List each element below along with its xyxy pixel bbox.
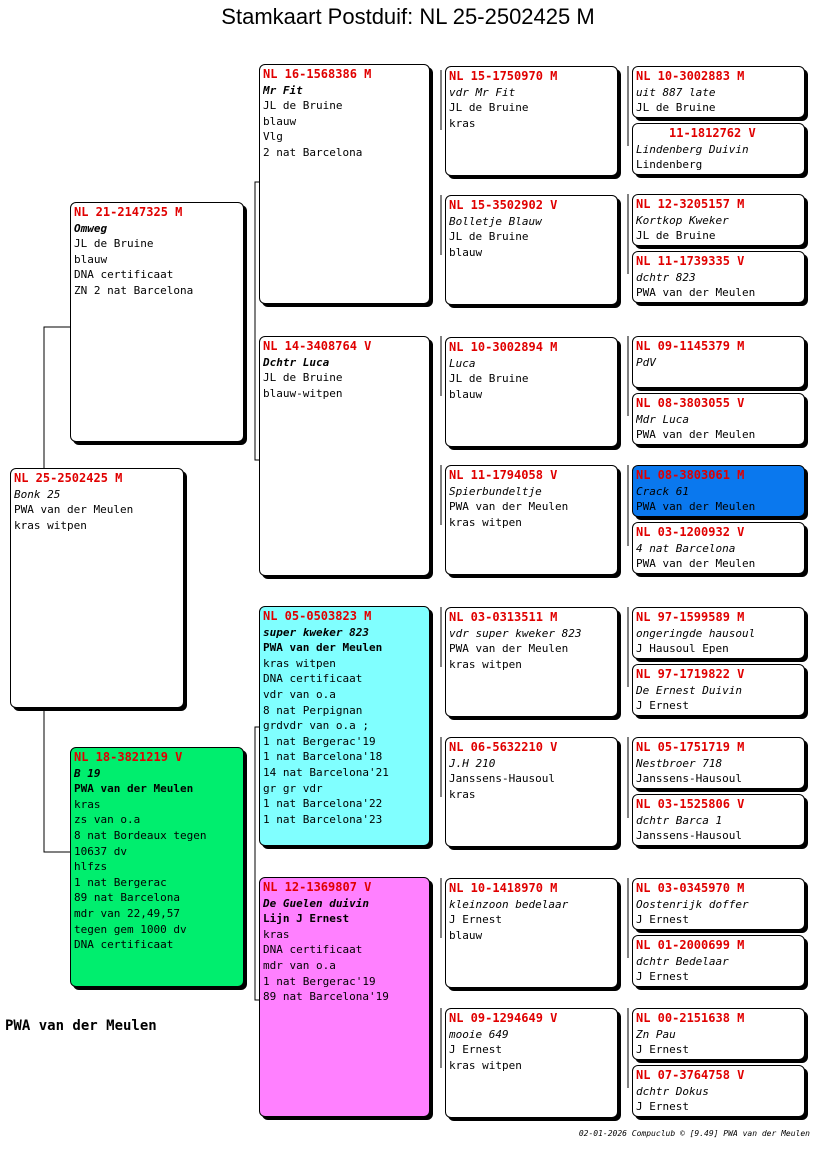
pigeon-card-sire-dam[interactable]: [259, 336, 430, 576]
card-line: PWA van der Meulen: [74, 782, 194, 796]
footer-text: 02-01-2026 Compuclub © [9.49] PWA van der Meulen: [578, 1129, 810, 1138]
pigeon-card-g6[interactable]: [632, 393, 805, 445]
card-line: 2 nat Barcelona: [263, 145, 363, 159]
pigeon-name: super kweker 823: [263, 625, 369, 639]
ring-number: NL 15-1750970 M: [449, 69, 558, 83]
card-line: J Ernest: [449, 913, 502, 927]
pigeon-card-g5[interactable]: [632, 336, 805, 388]
ring-number: NL 14-3408764 V: [263, 339, 372, 353]
card-line: ZN 2 nat Barcelona: [74, 283, 194, 297]
page-title: Stamkaart Postduif: NL 25-2502425 M: [221, 4, 595, 29]
card-line: 1 nat Barcelona'23: [263, 812, 383, 826]
pigeon-card-g16[interactable]: [632, 1065, 805, 1117]
ring-number: NL 03-1200932 V: [636, 525, 745, 539]
card-line: 1 nat Bergerac'19: [263, 974, 376, 988]
card-line: 1 nat Bergerac: [74, 875, 167, 889]
card-line: mdr van 22,49,57: [74, 906, 180, 920]
card-line: JL de Bruine: [449, 230, 529, 244]
card-line: blauw: [74, 252, 108, 266]
card-line: DNA certificaat: [74, 938, 174, 952]
card-line: DNA certificaat: [263, 943, 363, 957]
ring-number: NL 16-1568386 M: [263, 67, 372, 81]
ring-number: NL 09-1145379 M: [636, 339, 745, 353]
card-line: PWA van der Meulen: [636, 428, 756, 442]
card-line: PWA van der Meulen: [263, 641, 383, 655]
card-line: PWA van der Meulen: [636, 500, 756, 514]
pigeon-name: mooie 649: [449, 1027, 509, 1041]
card-line: Lijn J Ernest: [263, 912, 350, 926]
pigeon-name: Crack 61: [636, 484, 689, 498]
pigeon-card-proband[interactable]: [10, 468, 184, 708]
pigeon-name: Luca: [449, 356, 476, 370]
card-line: kras witpen: [449, 657, 522, 671]
pigeon-card-g13[interactable]: [632, 878, 805, 930]
card-line: kras witpen: [263, 656, 336, 670]
card-line: J Ernest: [636, 1043, 689, 1057]
pigeon-name: dchtr Dokus: [636, 1084, 709, 1098]
card-line: kras witpen: [449, 1058, 522, 1072]
pigeon-name: Bolletje Blauw: [449, 214, 542, 228]
pigeon-card-dam-sire[interactable]: [259, 606, 430, 846]
ring-number: NL 10-3002883 M: [636, 69, 745, 83]
pigeon-card-sire-sire[interactable]: [259, 64, 430, 304]
ring-number: NL 05-0503823 M: [263, 609, 372, 623]
pigeon-card-g9[interactable]: [632, 607, 805, 659]
ring-number: NL 08-3803061 M: [636, 468, 745, 482]
card-line: PWA van der Meulen: [14, 503, 134, 517]
card-line: gr gr vdr: [263, 781, 323, 795]
pigeon-name: PdV: [636, 355, 656, 369]
pigeon-card-g8[interactable]: [632, 522, 805, 574]
card-line: PWA van der Meulen: [449, 500, 569, 514]
card-line: J Ernest: [636, 913, 689, 927]
pigeon-card-dam-dam[interactable]: [259, 877, 430, 1117]
ring-number: NL 03-1525806 V: [636, 797, 745, 811]
card-line: J Ernest: [449, 1043, 502, 1057]
ring-number: NL 10-1418970 M: [449, 881, 558, 895]
pigeon-card-sds[interactable]: [445, 337, 618, 447]
card-line: 89 nat Barcelona: [74, 891, 180, 905]
card-line: kras: [74, 797, 101, 811]
pigeon-card-dsd[interactable]: [445, 737, 618, 847]
card-line: 8 nat Bordeaux tegen: [74, 828, 207, 842]
card-line: J Hausoul Epen: [636, 642, 729, 656]
pigeon-name: Bonk 25: [14, 487, 61, 501]
ring-number: NL 10-3002894 M: [449, 340, 558, 354]
card-line: Janssens-Hausoul: [636, 772, 742, 786]
card-line: vdr van o.a: [263, 687, 336, 701]
card-line: Vlg: [263, 130, 283, 144]
ring-number: NL 97-1719822 V: [636, 667, 745, 681]
card-line: mdr van o.a: [263, 958, 336, 972]
pigeon-card-g14[interactable]: [632, 935, 805, 987]
pigeon-name: uit 887 late: [636, 85, 716, 99]
card-line: PWA van der Meulen: [636, 286, 756, 300]
ring-number: 11-1812762 V: [669, 126, 756, 140]
card-line: JL de Bruine: [263, 371, 343, 385]
card-line: 89 nat Barcelona'19: [263, 990, 389, 1004]
card-line: 1 nat Barcelona'22: [263, 797, 383, 811]
ring-number: NL 05-1751719 M: [636, 740, 745, 754]
ring-number: NL 00-2151638 M: [636, 1011, 745, 1025]
pigeon-name: Mdr Luca: [636, 412, 689, 426]
pigeon-name: Nestbroer 718: [636, 756, 723, 770]
ring-number: NL 25-2502425 M: [14, 471, 123, 485]
pigeon-card-dss[interactable]: [445, 607, 618, 717]
pigeon-card-g15[interactable]: [632, 1008, 805, 1060]
pigeon-name: Lindenberg Duivin: [636, 142, 749, 156]
ring-number: NL 15-3502902 V: [449, 198, 558, 212]
card-line: kras: [449, 116, 476, 130]
card-line: Janssens-Hausoul: [636, 829, 742, 843]
card-line: JL de Bruine: [449, 372, 529, 386]
pigeon-card-g2[interactable]: [632, 123, 805, 175]
pigeon-name: Mr Fit: [263, 83, 303, 97]
pigeon-card-g3[interactable]: [632, 194, 805, 246]
ring-number: NL 12-1369807 V: [263, 880, 372, 894]
card-line: kras: [263, 927, 290, 941]
pigeon-name: ongeringde hausoul: [636, 626, 756, 640]
card-line: tegen gem 1000 dv: [74, 922, 187, 936]
pigeon-card-g12[interactable]: [632, 794, 805, 846]
card-line: DNA certificaat: [74, 268, 174, 282]
card-line: JL de Bruine: [263, 99, 343, 113]
ring-number: NL 11-1739335 V: [636, 254, 745, 268]
card-line: hlfzs: [74, 860, 108, 874]
pigeon-name: Omweg: [74, 221, 108, 235]
card-line: zs van o.a: [74, 813, 141, 827]
card-line: blauw-witpen: [263, 386, 343, 400]
pigeon-card-g1[interactable]: [632, 66, 805, 118]
pigeon-name: Kortkop Kweker: [636, 213, 729, 227]
pigeon-name: dchtr Bedelaar: [636, 954, 729, 968]
card-line: DNA certificaat: [263, 672, 363, 686]
pigeon-name: Dchtr Luca: [263, 355, 330, 369]
card-line: kras witpen: [449, 515, 522, 529]
pigeon-card-g4[interactable]: [632, 251, 805, 303]
ring-number: NL 21-2147325 M: [74, 205, 183, 219]
pigeon-name: vdr Mr Fit: [449, 85, 516, 99]
ring-number: NL 97-1599589 M: [636, 610, 745, 624]
pigeon-name: dchtr Barca 1: [636, 813, 723, 827]
card-line: grdvdr van o.a ;: [263, 719, 369, 733]
card-line: kras witpen: [14, 518, 87, 532]
pigeon-name: De Ernest Duivin: [636, 683, 742, 697]
pigeon-card-sss[interactable]: [445, 66, 618, 176]
card-line: 1 nat Bergerac'19: [263, 734, 376, 748]
pigeon-name: J.H 210: [449, 756, 496, 770]
card-line: JL de Bruine: [636, 229, 716, 243]
pigeon-name: dchtr 823: [636, 270, 696, 284]
card-line: J Ernest: [636, 699, 689, 713]
card-line: 8 nat Perpignan: [263, 703, 363, 717]
pigeon-card-g10[interactable]: [632, 664, 805, 716]
card-line: blauw: [263, 114, 297, 128]
card-line: JL de Bruine: [636, 101, 716, 115]
ring-number: NL 18-3821219 V: [74, 750, 183, 764]
pigeon-card-sdd[interactable]: [445, 465, 618, 575]
pigeon-card-ssd[interactable]: [445, 195, 618, 305]
card-line: PWA van der Meulen: [636, 557, 756, 571]
ring-number: NL 07-3764758 V: [636, 1068, 745, 1082]
pigeon-card-sire[interactable]: [70, 202, 244, 442]
card-line: blauw: [449, 245, 483, 259]
ring-number: NL 06-5632210 V: [449, 740, 558, 754]
card-line: blauw: [449, 928, 483, 942]
ring-number: NL 03-0345970 M: [636, 881, 745, 895]
card-line: Janssens-Hausoul: [449, 772, 555, 786]
card-line: 1 nat Barcelona'18: [263, 750, 383, 764]
card-line: Lindenberg: [636, 158, 703, 172]
owner-label: PWA van der Meulen: [5, 1018, 157, 1034]
ring-number: NL 09-1294649 V: [449, 1011, 558, 1025]
pigeon-name: Zn Pau: [636, 1027, 676, 1041]
pigeon-name: Oostenrijk doffer: [636, 897, 749, 911]
card-line: 10637 dv: [74, 844, 127, 858]
ring-number: NL 03-0313511 M: [449, 610, 558, 624]
pigeon-name: De Guelen duivin: [263, 896, 369, 910]
ring-number: NL 12-3205157 M: [636, 197, 745, 211]
pigeon-card-ddd[interactable]: [445, 1008, 618, 1118]
card-line: blauw: [449, 387, 483, 401]
pigeon-name: kleinzoon bedelaar: [449, 897, 569, 911]
card-line: PWA van der Meulen: [449, 642, 569, 656]
pigeon-name: B 19: [74, 766, 101, 780]
pigeon-card-dam[interactable]: [70, 747, 244, 987]
pigeon-card-dds[interactable]: [445, 878, 618, 988]
card-line: kras: [449, 787, 476, 801]
card-line: 14 nat Barcelona'21: [263, 765, 389, 779]
pigeon-card-g11[interactable]: [632, 737, 805, 789]
card-line: JL de Bruine: [449, 101, 529, 115]
card-line: J Ernest: [636, 970, 689, 984]
pigeon-name: Spierbundeltje: [449, 484, 542, 498]
ring-number: NL 01-2000699 M: [636, 938, 745, 952]
pigeon-name: vdr super kweker 823: [449, 626, 582, 640]
card-line: J Ernest: [636, 1100, 689, 1114]
card-line: JL de Bruine: [74, 237, 154, 251]
ring-number: NL 08-3803055 V: [636, 396, 745, 410]
ring-number: NL 11-1794058 V: [449, 468, 558, 482]
pigeon-card-g7[interactable]: [632, 465, 805, 517]
pigeon-name: 4 nat Barcelona: [636, 541, 736, 555]
